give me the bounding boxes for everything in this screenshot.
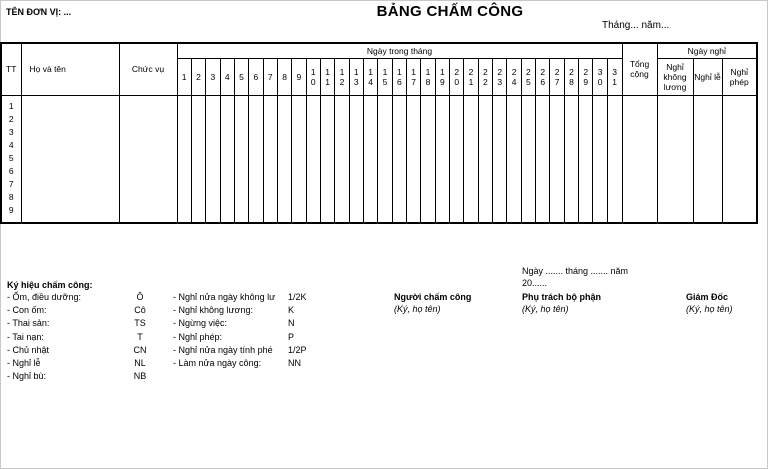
day-column-body[interactable] [249, 95, 263, 223]
row-number: 3 [8, 127, 14, 137]
day-header-12: 1 2 [335, 58, 349, 95]
day-column-body[interactable] [607, 95, 622, 223]
row-number: 7 [8, 179, 14, 189]
legend-label: - Nghỉ bù: [7, 371, 47, 382]
leave-holiday-header: Nghỉ lễ [693, 58, 722, 95]
row-number: 4 [8, 140, 14, 150]
day-header-4: 4 [220, 58, 234, 95]
leave-unpaid-header: Nghỉ không lương [657, 58, 693, 95]
legend-code: NL [134, 358, 146, 369]
legend-title: Ký hiệu chấm công: [7, 280, 93, 290]
day-column-body[interactable] [177, 95, 191, 223]
legend-code: NN [288, 358, 301, 369]
legend-code: T [137, 331, 143, 342]
legend-item [173, 291, 307, 304]
day-header-5: 5 [234, 58, 248, 95]
day-column-body[interactable] [493, 95, 507, 223]
day-column-body[interactable] [450, 95, 464, 223]
day-column-body[interactable] [564, 95, 578, 223]
day-header-18: 1 8 [421, 58, 435, 95]
legend-label: - Nghỉ nửa ngày không lư [173, 292, 276, 302]
signature-title: Giám Đốc [686, 292, 729, 302]
day-column-body[interactable] [306, 95, 320, 223]
sign-date-line-1: Ngày ....... tháng ....... năm [522, 266, 629, 276]
signature-title: Người chấm công [394, 292, 472, 302]
signature-title: Phụ trách bộ phận [522, 292, 602, 302]
legend-label: - Thai sản: [7, 318, 50, 329]
day-column-body[interactable] [579, 95, 593, 223]
day-header-15: 1 5 [378, 58, 392, 95]
day-header-20: 2 0 [450, 58, 464, 95]
day-header-26: 2 6 [536, 58, 550, 95]
signature-sub: (Ký, họ tên) [394, 304, 441, 314]
row-number: 9 [8, 205, 14, 215]
position-column-body[interactable] [119, 95, 177, 223]
leave-header: Ngày nghỉ [657, 43, 757, 58]
signature-department-head [522, 292, 601, 314]
day-header-19: 1 9 [435, 58, 449, 95]
legend-code: N [288, 318, 295, 329]
signature-director [686, 292, 733, 314]
day-column-body[interactable] [407, 95, 421, 223]
legend-code: CN [133, 344, 147, 355]
legend-item [173, 304, 295, 317]
day-column-body[interactable] [378, 95, 392, 223]
row-number: 2 [8, 114, 14, 124]
legend-label: - Chủ nhật [7, 344, 50, 355]
summary-column-body[interactable] [657, 95, 693, 223]
leave-annual-header: Nghỉ phép [722, 58, 757, 95]
summary-column-body[interactable] [722, 95, 757, 223]
row-number: 5 [8, 153, 14, 163]
legend-item [7, 304, 146, 317]
day-header-10: 1 0 [306, 58, 320, 95]
legend-item [173, 344, 307, 357]
day-header-17: 1 7 [407, 58, 421, 95]
legend-code: TS [134, 318, 146, 329]
legend-label: - Làm nửa ngày công: [173, 358, 262, 369]
day-column-body[interactable] [349, 95, 363, 223]
day-header-3: 3 [206, 58, 220, 95]
day-header-13: 1 3 [349, 58, 363, 95]
day-header-8: 8 [277, 58, 291, 95]
legend-code: Cô [134, 305, 146, 316]
day-column-body[interactable] [206, 95, 220, 223]
day-header-6: 6 [249, 58, 263, 95]
day-header-2: 2 [191, 58, 205, 95]
day-column-body[interactable] [263, 95, 277, 223]
legend-item [7, 291, 144, 304]
legend-item [173, 357, 301, 370]
day-column-body[interactable] [464, 95, 478, 223]
day-column-body[interactable] [363, 95, 377, 223]
legend-right [173, 291, 307, 370]
day-header-7: 7 [263, 58, 277, 95]
row-number: 8 [8, 192, 14, 202]
day-header-1: 1 [177, 58, 191, 95]
day-column-body[interactable] [277, 95, 291, 223]
signature-sub: (Ký, họ tên) [522, 304, 569, 314]
page-title: BẢNG CHẤM CÔNG [376, 3, 524, 20]
day-header-23: 2 3 [493, 58, 507, 95]
day-column-body[interactable] [536, 95, 550, 223]
day-header-25: 2 5 [521, 58, 535, 95]
row-number: 1 [8, 101, 14, 111]
legend-label: - Ốm, điều dưỡng: [7, 292, 81, 302]
summary-column-body[interactable] [693, 95, 722, 223]
legend-item [7, 370, 147, 383]
day-header-21: 2 1 [464, 58, 478, 95]
day-column-body[interactable] [435, 95, 449, 223]
day-column-body[interactable] [220, 95, 234, 223]
day-header-30: 3 0 [593, 58, 607, 95]
legend-label: - Con ốm: [7, 305, 47, 316]
legend-label: - Nghỉ nửa ngày tính phé [173, 344, 273, 355]
legend-left [7, 291, 147, 383]
attendance-table [0, 42, 758, 224]
legend-label: - Ngừng việc: [173, 318, 228, 329]
day-header-31: 3 1 [607, 58, 622, 95]
col-name-header: Họ và tên [21, 43, 119, 95]
row-numbers [1, 95, 21, 223]
col-tt-header: TT [1, 43, 21, 95]
day-header-24: 2 4 [507, 58, 521, 95]
legend-item [7, 344, 147, 357]
day-column-body[interactable] [593, 95, 607, 223]
col-total-header: Tổng cộng [622, 43, 657, 95]
day-column-body[interactable] [335, 95, 349, 223]
legend-item [7, 317, 146, 330]
legend-code: NB [133, 371, 147, 382]
day-header-28: 2 8 [564, 58, 578, 95]
day-column-body[interactable] [507, 95, 521, 223]
day-header-29: 2 9 [579, 58, 593, 95]
day-column-body[interactable] [234, 95, 248, 223]
day-column-body[interactable] [191, 95, 205, 223]
legend-item [173, 317, 295, 330]
days-header: Ngày trong tháng [177, 43, 622, 58]
summary-column-body[interactable] [622, 95, 657, 223]
day-column-body[interactable] [320, 95, 334, 223]
day-column-body[interactable] [478, 95, 492, 223]
day-column-body[interactable] [521, 95, 535, 223]
legend-item [7, 357, 146, 370]
legend-code: Ô [136, 292, 144, 302]
unit-name-label: TÊN ĐƠN VỊ: ... [6, 7, 72, 17]
sign-date [522, 265, 628, 289]
day-header-27: 2 7 [550, 58, 564, 95]
legend-code: P [288, 331, 295, 342]
day-column-body[interactable] [292, 95, 306, 223]
day-header-9: 9 [292, 58, 306, 95]
day-column-body[interactable] [550, 95, 564, 223]
legend-code: 1/2P [288, 344, 307, 355]
legend-item [173, 331, 295, 344]
day-header-11: 1 1 [320, 58, 334, 95]
legend-label: - Nghỉ phép: [173, 331, 223, 342]
signature-sub: (Ký, họ tên) [686, 304, 733, 314]
row-number: 6 [8, 166, 14, 176]
col-position-header: Chức vụ [119, 43, 177, 95]
legend-item [7, 331, 143, 344]
day-header-14: 1 4 [363, 58, 377, 95]
legend-code: 1/2K [288, 292, 307, 302]
name-column-body[interactable] [21, 95, 119, 223]
signature-timekeeper [394, 292, 471, 314]
legend-label: - Nghỉ lễ [7, 358, 41, 369]
month-year-label: Tháng... năm... [602, 20, 670, 31]
day-header-16: 1 6 [392, 58, 406, 95]
sign-date-line-2: 20...... [522, 278, 548, 288]
legend-code: K [288, 305, 295, 316]
legend-label: - Nghỉ không lương: [173, 305, 253, 316]
legend-label: - Tai nạn: [7, 331, 44, 342]
day-column-body[interactable] [421, 95, 435, 223]
day-column-body[interactable] [392, 95, 406, 223]
day-header-22: 2 2 [478, 58, 492, 95]
